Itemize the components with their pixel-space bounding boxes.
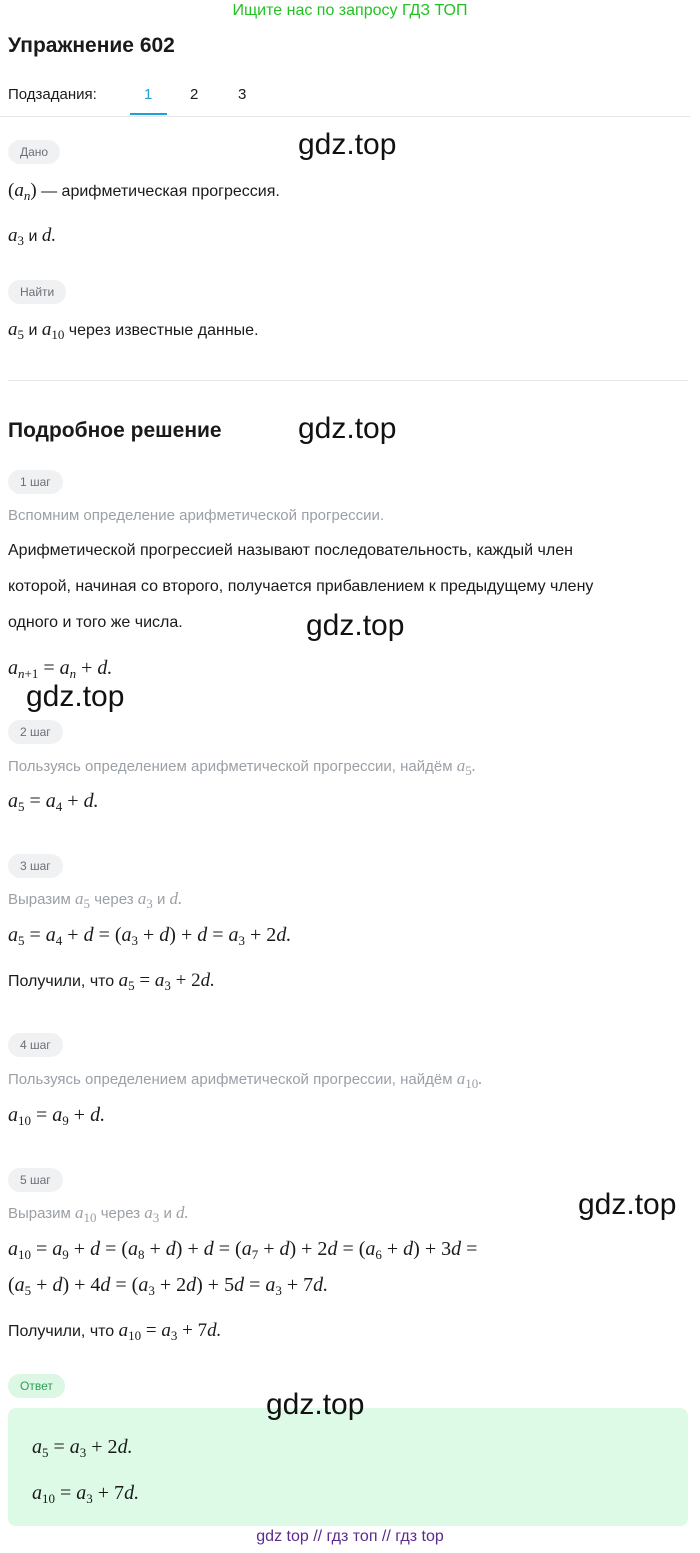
given-line-1: $(a_n)$ — арифметическая прогрессия. (8, 180, 280, 203)
step-4-badge: 4 шаг (8, 1033, 63, 1057)
watermark: gdz.top (26, 680, 125, 713)
solution-title: Подробное решение (8, 419, 222, 442)
step-2-hint: Пользуясь определением арифметической прогрессии, найдём $a_5$. (8, 756, 476, 778)
step-1-body-line: которой, начиная со второго, получается прибавлением к предыдущему члену (8, 578, 594, 595)
step-1-body-line: одного и того же числа. (8, 614, 183, 631)
active-tab-indicator (130, 113, 167, 115)
footer-links[interactable]: gdz top // гдз топ // гдз top (256, 1528, 444, 1545)
answer-line-2: $a_{10} = a_3 + 7d$. (32, 1482, 140, 1506)
watermark: gdz.top (298, 128, 397, 161)
step-5-hint: Выразим $a_{10}$ через $a_3$ и d. (8, 1203, 189, 1225)
tab-subtask-3[interactable]: 3 (238, 86, 247, 103)
step-2-badge: 2 шаг (8, 720, 63, 744)
step-4-formula: $a_{10} = a_9 + d$. (8, 1104, 106, 1128)
step-4-hint: Пользуясь определением арифметической прогрессии, найдём $a_{10}$. (8, 1069, 483, 1091)
step-5-result: Получили, что $a_{10} = a_3 + 7d$. (8, 1320, 222, 1343)
step-5-formula-line-2: $(a_5 + d) + 4d = (a_3 + 2d) + 5d = a_3 + 7d$. (8, 1274, 329, 1298)
watermark: gdz.top (306, 609, 405, 642)
step-1-formula: $a_{n+1} = a_n + d$. (8, 657, 113, 681)
find-badge: Найти (8, 280, 66, 304)
watermark: gdz.top (578, 1188, 677, 1221)
answer-line-1: $a_5 = a_3 + 2d$. (32, 1436, 133, 1460)
step-1-hint: Вспомним определение арифметической прогрессии. (8, 507, 385, 524)
step-3-badge: 3 шаг (8, 854, 63, 878)
answer-box (8, 1408, 688, 1526)
watermark: gdz.top (266, 1388, 365, 1421)
step-5-formula-line-1: $a_{10} = a_9 + d = (a_8 + d) + d = (a_7 + d) + 2d = (a_6 + d) + 3d$ = (8, 1238, 478, 1262)
page-title: Упражнение 602 (8, 34, 175, 57)
step-3-formula: $a_5 = a_4 + d = (a_3 + d) + d = a_3 + 2d$. (8, 924, 292, 948)
tab-subtask-2[interactable]: 2 (190, 86, 199, 103)
search-banner: Ищите нас по запросу ГДЗ ТОП (232, 2, 468, 19)
watermark: gdz.top (298, 412, 397, 445)
step-5-badge: 5 шаг (8, 1168, 63, 1192)
tab-subtask-1[interactable]: 1 (144, 86, 153, 103)
step-3-result: Получили, что $a_5 = a_3 + 2d$. (8, 970, 215, 993)
find-line: $a_5$ и $a_{10}$ через известные данные. (8, 319, 259, 342)
answer-badge: Ответ (8, 1374, 65, 1398)
step-2-formula: $a_5 = a_4 + d$. (8, 790, 99, 814)
given-line-2: $a_3$ и d. (8, 225, 57, 248)
divider (0, 116, 690, 117)
divider (8, 380, 688, 381)
given-badge: Дано (8, 140, 60, 164)
step-1-body-line: Арифметической прогрессией называют последовательность, каждый член (8, 542, 573, 559)
step-3-hint: Выразим $a_5$ через $a_3$ и d. (8, 889, 183, 911)
step-1-badge: 1 шаг (8, 470, 63, 494)
subtasks-label: Подзадания: (8, 86, 97, 103)
